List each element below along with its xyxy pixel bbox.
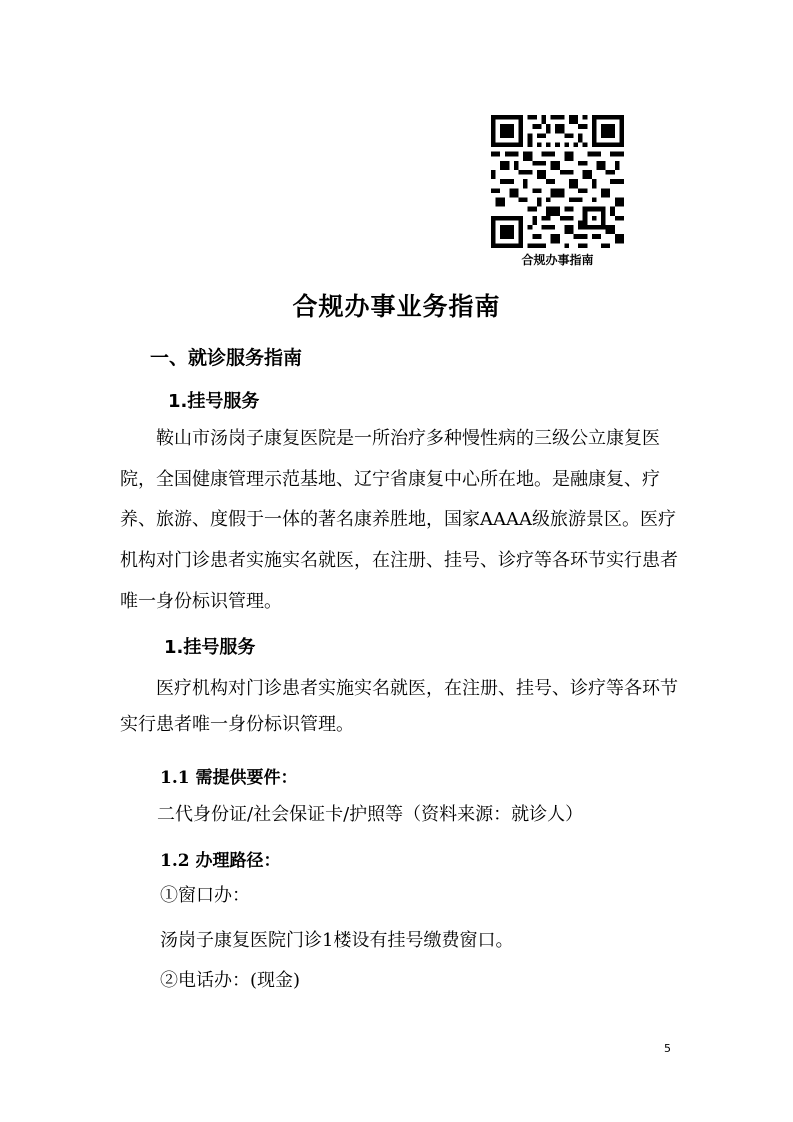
phone-label: ②电话办：(现金) bbox=[160, 970, 301, 991]
subsection-heading-registration-2: 1.挂号服务 bbox=[164, 637, 256, 658]
qr-code-icon bbox=[491, 115, 624, 248]
window-label: ①窗口办： bbox=[160, 885, 250, 906]
subsection-heading-registration-1: 1.挂号服务 bbox=[168, 391, 260, 412]
hospital-intro-paragraph: 鞍山市汤岗子康复医院是一所治疗多种慢性病的三级公立康复医院，全国健康管理示范基地、辽宁省康复中心所在地。是融康复、疗养、旅游、度假于一体的著名康养胜地，国家AAAA级旅游景区。医疗机构对门诊患者实施实名就医，在注册、挂号、诊疗等各环节实行患者唯一身份标识管理。 bbox=[120, 428, 678, 612]
path-heading: 1.2 办理路径： bbox=[160, 851, 281, 871]
section-heading: 一、就诊服务指南 bbox=[150, 347, 303, 369]
page-number: 5 bbox=[664, 1042, 671, 1055]
qr-caption: 合规办事指南 bbox=[521, 253, 594, 267]
page-title: 合规办事业务指南 bbox=[292, 292, 501, 321]
registration-paragraph: 医疗机构对门诊患者实施实名就医，在注册、挂号、诊疗等各环节实行患者唯一身份标识管理。 bbox=[120, 678, 678, 735]
window-text: 汤岗子康复医院门诊1楼设有挂号缴费窗口。 bbox=[160, 930, 514, 951]
documents-heading: 1.1 需提供要件： bbox=[160, 768, 298, 788]
documents-text: 二代身份证/社会保证卡/护照等（资料来源：就诊人） bbox=[157, 804, 584, 825]
